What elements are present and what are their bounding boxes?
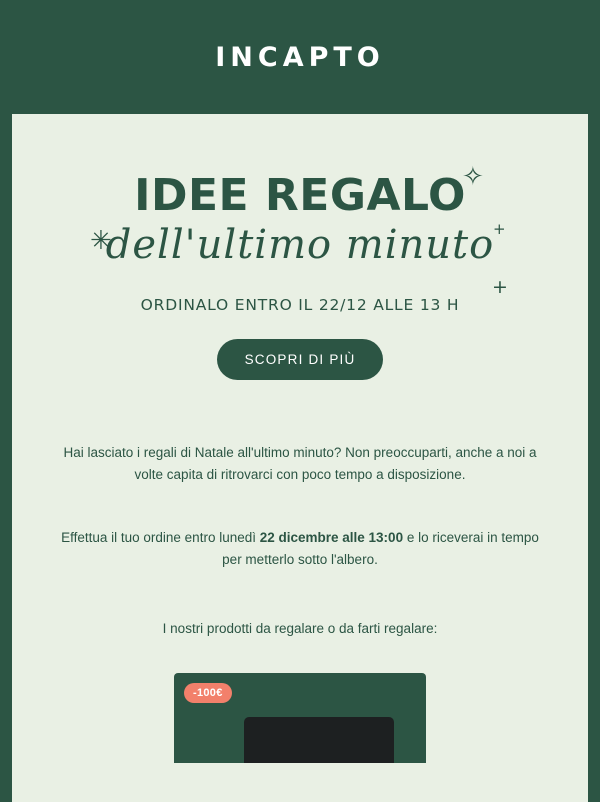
email-body-panel [12, 114, 588, 802]
product-card[interactable] [174, 673, 426, 763]
discover-more-button[interactable]: SCOPRI DI PIÙ [217, 339, 384, 380]
hero-script-line: dell'ultimo minuto [105, 222, 495, 268]
hero-title: IDEE REGALO [134, 170, 466, 221]
hero-subtitle: ORDINALO ENTRO IL 22/12 ALLE 13 H [140, 296, 460, 314]
sparkle-icon: ✳ [90, 226, 112, 256]
paragraph-2-text-before: Effettua il tuo ordine entro lunedì [61, 529, 260, 545]
product-area [12, 673, 588, 763]
sparkle-icon: + [492, 276, 508, 298]
sparkle-icon: + [493, 220, 506, 238]
body-paragraph-3: I nostri prodotti da regalare o da farti regalare: [162, 621, 438, 637]
product-image [244, 717, 394, 763]
paragraph-2-text-after: e lo riceverai in tempo per metterlo sotto l'albero. [222, 529, 539, 567]
sparkle-icon: ✧ [462, 162, 484, 192]
email-header [0, 0, 600, 114]
brand-logo[interactable]: INCAPTO [215, 41, 385, 73]
cta-row [12, 339, 588, 380]
discount-badge: -100€ [184, 683, 232, 703]
body-paragraph-1: Hai lasciato i regali di Natale all'ultimo minuto? Non preoccuparti, anche a noi a volte capita di ritrovarci con poco tempo a disposizione. [63, 445, 537, 483]
body-paragraph-2 [50, 527, 550, 572]
paragraph-2-deadline: 22 dicembre alle 13:00 [259, 529, 404, 545]
hero-section [12, 116, 588, 314]
